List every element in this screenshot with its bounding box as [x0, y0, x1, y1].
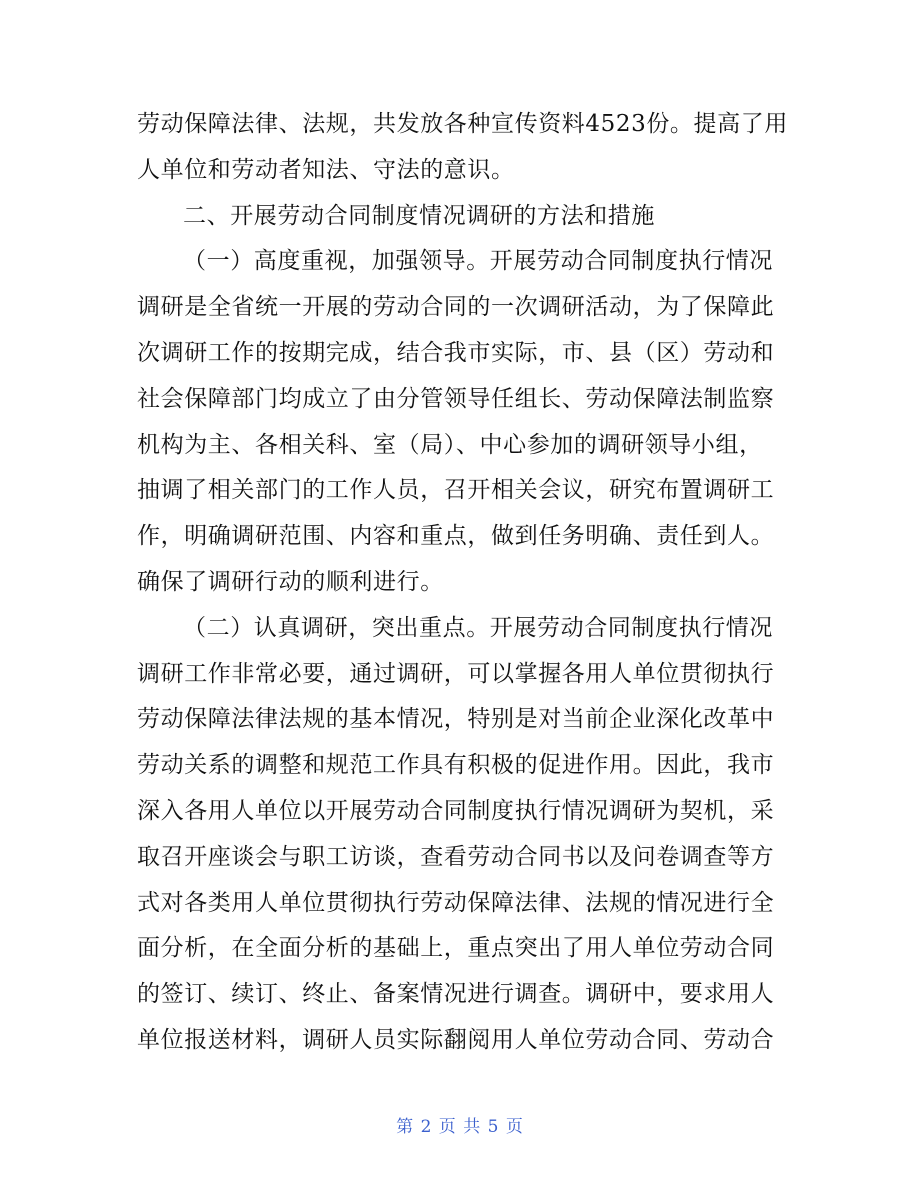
text-line: 次调研工作的按期完成，结合我市实际，市、县（区）劳动和: [137, 339, 775, 366]
text-line: 作，明确调研范围、内容和重点，做到任务明确、责任到人。: [137, 523, 775, 550]
page-number-footer: 第 2 页 共 5 页: [396, 1117, 524, 1137]
paragraph-start: （二）认真调研，突出重点。开展劳动合同制度执行情况: [183, 614, 773, 641]
text-line: 单位报送材料，调研人员实际翻阅用人单位劳动合同、劳动合: [137, 1026, 775, 1053]
text-line: 劳动保障法律、法规，共发放各种宣传资料4523份。提高了用: [137, 111, 788, 137]
text-line: 抽调了相关部门的工作人员，召开相关会议，研究布置调研工: [137, 477, 775, 504]
text-line: 深入各用人单位以开展劳动合同制度执行情况调研为契机，采: [137, 797, 775, 824]
text-line: 确保了调研行动的顺利进行。: [137, 568, 444, 595]
text-line: 式对各类用人单位贯彻执行劳动保障法律、法规的情况进行全: [137, 889, 775, 916]
paragraph-start: （一）高度重视，加强领导。开展劳动合同制度执行情况: [183, 248, 773, 275]
text-line: 的签订、续订、终止、备案情况进行调查。调研中，要求用人: [137, 981, 775, 1008]
text-line: 调研是全省统一开展的劳动合同的一次调研活动，为了保障此: [137, 294, 775, 321]
text-line: 机构为主、各相关科、室（局）、中心参加的调研领导小组，: [137, 431, 763, 458]
text-line: 取召开座谈会与职工访谈，查看劳动合同书以及问卷调查等方: [137, 843, 775, 870]
text-line: 人单位和劳动者知法、守法的意识。: [137, 156, 515, 183]
text-line: 劳动关系的调整和规范工作具有积极的促进作用。因此，我市: [137, 752, 775, 779]
text-line: 面分析，在全面分析的基础上，重点突出了用人单位劳动合同: [137, 935, 775, 962]
section-heading: 二、开展劳动合同制度情况调研的方法和措施: [183, 202, 655, 229]
text-line: 社会保障部门均成立了由分管领导任组长、劳动保障法制监察: [137, 385, 775, 412]
document-body: [137, 102, 787, 1064]
text-line: 调研工作非常必要，通过调研，可以掌握各用人单位贯彻执行: [137, 660, 775, 687]
text-line: 劳动保障法律法规的基本情况，特别是对当前企业深化改革中: [137, 706, 775, 733]
